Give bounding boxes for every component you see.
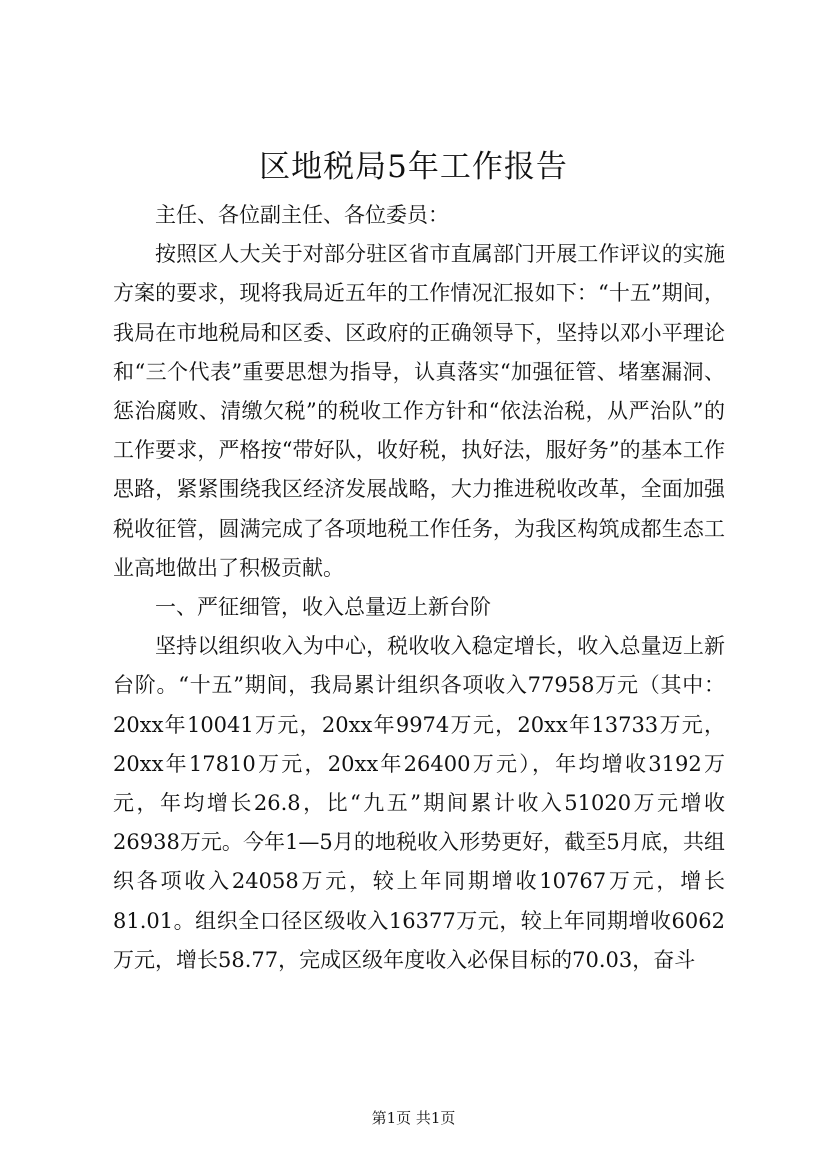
salutation: 主任、各位副主任、各位委员：	[155, 203, 449, 227]
paragraph-revenue: 坚持以组织收入为中心，税收收入稳定增长，收入总量迈上新台阶。“十五”期间，我局累计组织各项收入77958万元（其中：20xx年10041万元，20xx年9974万元，20xx年13733万元，20xx年17810万元，20xx年26400万元），年均增收3192万元，年均增长26.8，比“九五”期间累计收入51020万元增收26938万元。今年1—5月的地税收入形势更好，截至5月底，共组织各项收入24058万元，较上年同期增收10767万元，增长81.01。组织全口径区级收入16377万元，较上年同期增收6062万元，增长58.77，完成区级年度收入必保目标的70.03，奋斗	[113, 634, 725, 972]
document-body	[113, 196, 725, 980]
paragraph-intro: 按照区人大关于对部分驻区省市直属部门开展工作评议的实施方案的要求，现将我局近五年的工作情况汇报如下：“十五”期间，我局在市地税局和区委、区政府的正确领导下，坚持以邓小平理论和“三个代表”重要思想为指导，认真落实“加强征管、堵塞漏洞、惩治腐败、清缴欠税”的税收工作方针和“依法治税，从严治队”的工作要求，严格按“带好队，收好税，执好法，服好务”的基本工作思路，紧紧围绕我区经济发展战略，大力推进税收改革，全面加强税收征管，圆满完成了各项地税工作任务，为我区构筑成都生态工业高地做出了积极贡献。	[113, 242, 725, 580]
page-footer: 第1页 共1页	[371, 1109, 456, 1127]
section-heading-1: 一、严征细管，收入总量迈上新台阶	[155, 595, 491, 620]
document-title: 区地税局5年工作报告	[259, 149, 568, 185]
